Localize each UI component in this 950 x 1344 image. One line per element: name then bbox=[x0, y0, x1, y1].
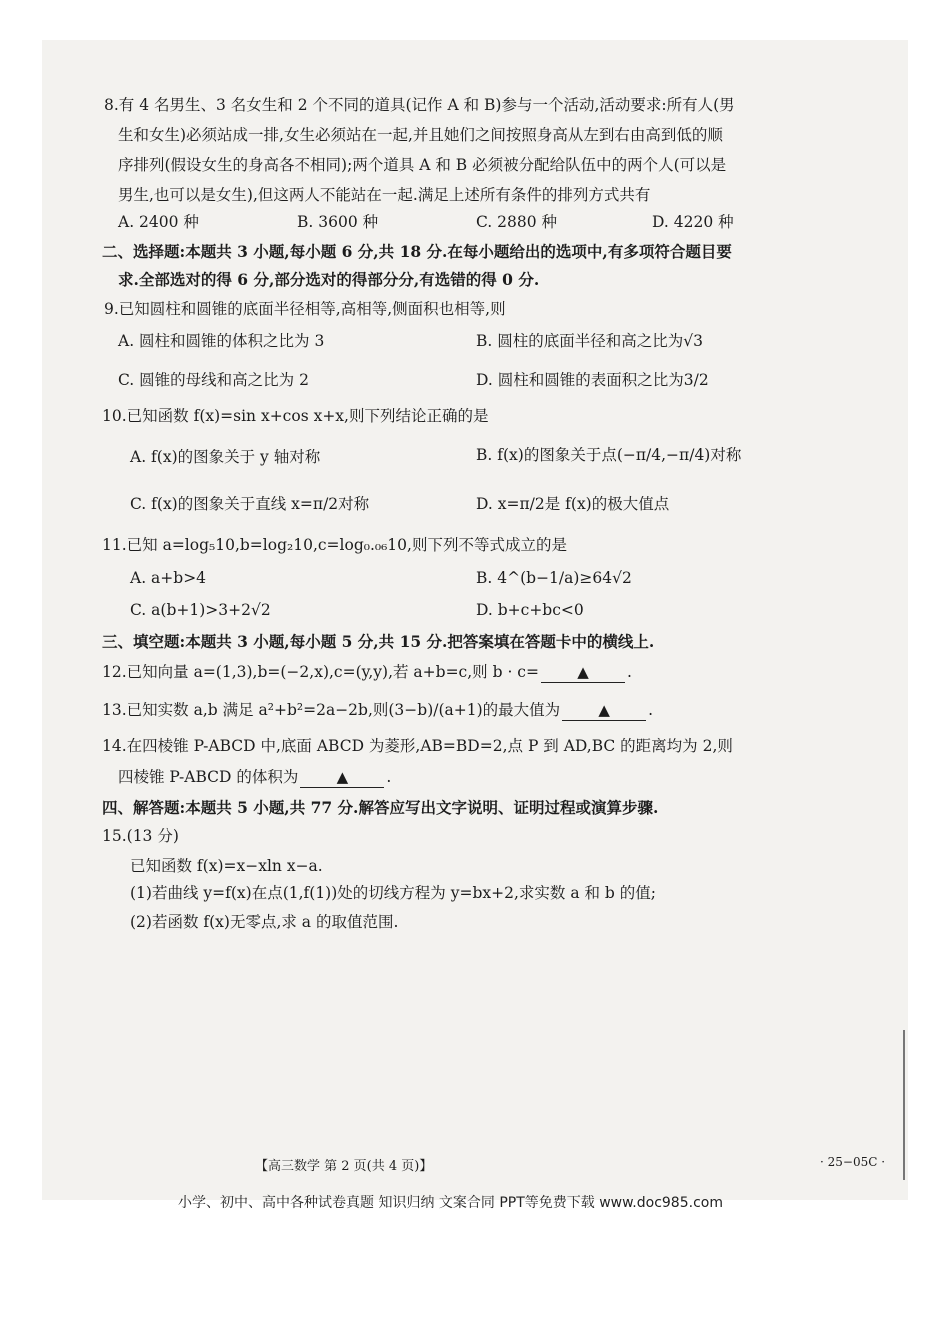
q10-stem: 10.已知函数 f(x)=sin x+cos x+x,则下列结论正确的是 bbox=[102, 407, 489, 425]
exam-code: · 25−05C · bbox=[820, 1155, 886, 1169]
q14-end: . bbox=[386, 768, 392, 786]
q13-line bbox=[102, 700, 653, 721]
q14-answer-blank bbox=[300, 767, 384, 788]
q12-answer-blank bbox=[541, 662, 625, 683]
q8-option-d: D. 4220 种 bbox=[652, 213, 734, 231]
q14-text: 四棱锥 P-ABCD 的体积为 bbox=[118, 768, 299, 786]
q11-option-a: A. a+b>4 bbox=[130, 569, 207, 587]
q15-stem: 已知函数 f(x)=x−xln x−a. bbox=[130, 857, 323, 875]
q8-line-1: 8.有 4 名男生、3 名女生和 2 个不同的道具(记作 A 和 B)参与一个活动,活动要求:所有人(男 bbox=[104, 96, 735, 114]
triangle-icon: ▲ bbox=[336, 768, 349, 786]
q12-text: 12.已知向量 a=(1,3),b=(−2,x),c=(y,y),若 a+b=c,则 b · c= bbox=[102, 663, 539, 681]
page-footer: 【高三数学 第 2 页(共 4 页)】 bbox=[255, 1159, 433, 1174]
q9-stem: 9.已知圆柱和圆锥的底面半径相等,高相等,侧面积也相等,则 bbox=[104, 300, 506, 318]
q13-end: . bbox=[648, 701, 654, 719]
q14-line-2 bbox=[118, 767, 391, 788]
q8-option-a: A. 2400 种 bbox=[118, 213, 199, 231]
triangle-icon: ▲ bbox=[577, 663, 589, 681]
q9-option-a: A. 圆柱和圆锥的体积之比为 3 bbox=[118, 332, 325, 350]
q13-answer-blank bbox=[562, 700, 646, 721]
q9-option-b: B. 圆柱的底面半径和高之比为√3 bbox=[476, 332, 703, 350]
q14-line-1: 14.在四棱锥 P-ABCD 中,底面 ABCD 为菱形,AB=BD=2,点 P 到 AD,BC 的距离均为 2,则 bbox=[102, 737, 733, 755]
q10-option-a: A. f(x)的图象关于 y 轴对称 bbox=[130, 448, 321, 466]
section3-title: 三、填空题:本题共 3 小题,每小题 5 分,共 15 分.把答案填在答题卡中的横线上. bbox=[102, 632, 655, 651]
section2-line-1: 二、选择题:本题共 3 小题,每小题 6 分,共 18 分.在每小题给出的选项中,有多项符合题目要 bbox=[102, 242, 732, 261]
q15-part-1: (1)若曲线 y=f(x)在点(1,f(1))处的切线方程为 y=bx+2,求实数 a 和 b 的值; bbox=[130, 884, 656, 902]
triangle-icon: ▲ bbox=[598, 701, 610, 719]
q12-line bbox=[102, 662, 632, 683]
q8-option-c: C. 2880 种 bbox=[476, 213, 558, 231]
watermark-text: 小学、初中、高中各种试卷真题 知识归纳 文案合同 PPT等免费下载 www.doc985.com bbox=[178, 1195, 723, 1211]
q10-option-c: C. f(x)的图象关于直线 x=π/2对称 bbox=[130, 495, 370, 513]
q8-line-4: 男生,也可以是女生),但这两人不能站在一起.满足上述所有条件的排列方式共有 bbox=[118, 186, 651, 204]
q8-line-2: 生和女生)必须站成一排,女生必须站在一起,并且她们之间按照身高从左到右由高到低的顺 bbox=[118, 126, 723, 144]
q11-option-c: C. a(b+1)>3+2√2 bbox=[130, 601, 271, 619]
q15-part-2: (2)若函数 f(x)无零点,求 a 的取值范围. bbox=[130, 913, 399, 931]
q9-option-d: D. 圆柱和圆锥的表面积之比为3/2 bbox=[476, 371, 709, 389]
q9-option-c: C. 圆锥的母线和高之比为 2 bbox=[118, 371, 309, 389]
section4-title: 四、解答题:本题共 5 小题,共 77 分.解答应写出文字说明、证明过程或演算步骤. bbox=[102, 798, 659, 817]
q12-end: . bbox=[626, 663, 632, 681]
q10-option-b: B. f(x)的图象关于点(−π/4,−π/4)对称 bbox=[476, 446, 742, 464]
section2-line-2: 求.全部选对的得 6 分,部分选对的得部分分,有选错的得 0 分. bbox=[118, 270, 540, 289]
q11-option-d: D. b+c+bc<0 bbox=[476, 601, 584, 619]
q13-text: 13.已知实数 a,b 满足 a²+b²=2a−2b,则(3−b)/(a+1)的最大值为 bbox=[102, 701, 561, 719]
q10-option-d: D. x=π/2是 f(x)的极大值点 bbox=[476, 495, 670, 513]
q8-option-b: B. 3600 种 bbox=[297, 213, 379, 231]
q11-stem: 11.已知 a=log₅10,b=log₂10,c=log₀.₀₆10,则下列不等式成立的是 bbox=[102, 536, 567, 554]
q11-option-b: B. 4^(b−1/a)≥64√2 bbox=[476, 569, 632, 587]
q8-line-3: 序排列(假设女生的身高各不相同);两个道具 A 和 B 必须被分配给队伍中的两个人(可以是 bbox=[118, 156, 727, 174]
q15-head: 15.(13 分) bbox=[102, 827, 179, 845]
